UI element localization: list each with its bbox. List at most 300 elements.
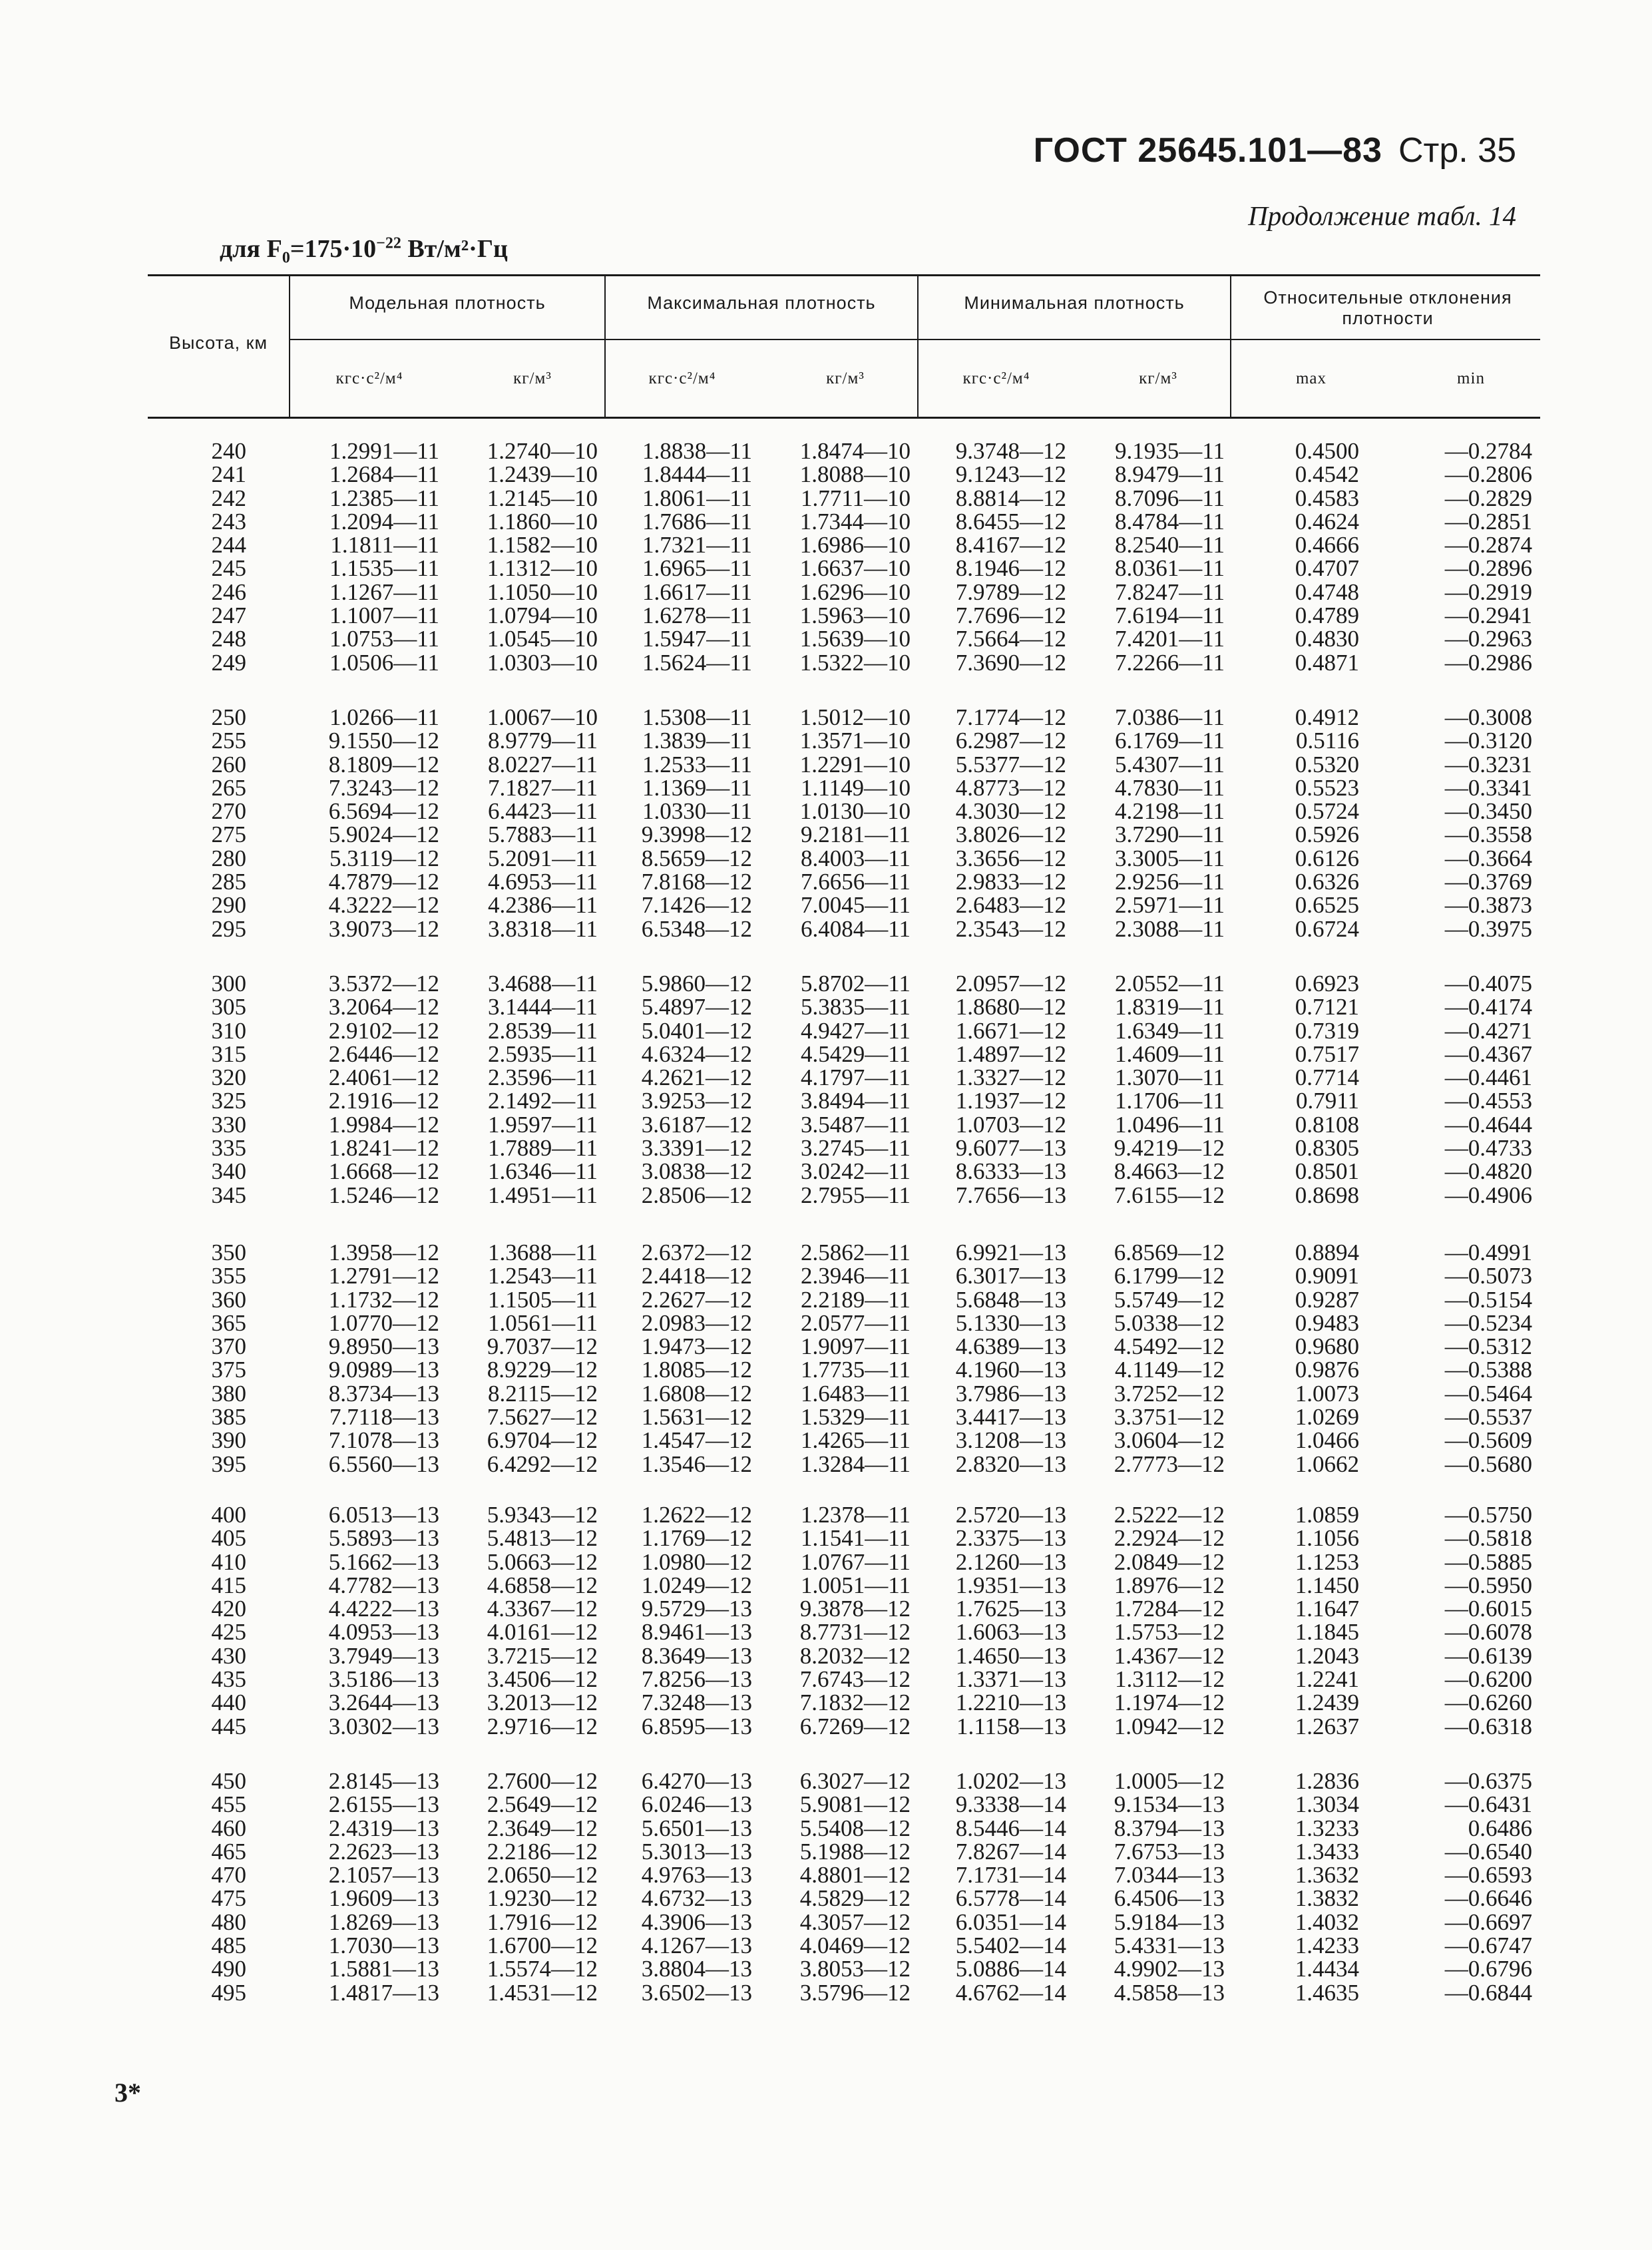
group-header-min: Минимальная плотность	[964, 293, 1185, 313]
cell-min-kg: 7.6753—13	[1114, 1838, 1225, 1865]
cell-model-kgs: 9.1550—12	[328, 728, 439, 754]
cell-model-kgs: 1.1267—11	[329, 578, 439, 605]
cell-max-kg: 6.4084—11	[801, 915, 911, 942]
cell-model-kgs: 2.6155—13	[328, 1791, 439, 1818]
cell-model-kgs: 6.0513—13	[328, 1502, 439, 1528]
cell-max-kgs: 2.2627—12	[641, 1286, 752, 1313]
table-row	[0, 627, 1652, 650]
table-row-group	[0, 439, 1652, 674]
table-row	[0, 1019, 1652, 1042]
table-row	[0, 995, 1652, 1018]
cell-height: 390	[211, 1427, 246, 1454]
cell-height: 243	[211, 508, 246, 535]
cell-rel-max: 0.9287	[1295, 1286, 1359, 1313]
cell-min-kgs: 9.6077—13	[955, 1135, 1066, 1162]
cell-rel-max: 0.8108	[1295, 1111, 1359, 1138]
cell-rel-max: 0.4583	[1295, 485, 1359, 511]
subtitle-suffix: Вт/м²·Гц	[401, 235, 508, 263]
cell-rel-max: 1.0662	[1295, 1451, 1359, 1477]
cell-model-kg: 1.0067—10	[487, 704, 598, 730]
table-top-rule	[148, 274, 1540, 276]
cell-model-kg: 4.6953—11	[488, 869, 598, 895]
cell-model-kgs: 4.0953—13	[328, 1619, 439, 1646]
cell-min-kgs: 1.3371—13	[955, 1666, 1066, 1693]
cell-min-kg: 5.4331—13	[1114, 1932, 1225, 1959]
cell-min-kg: 1.1706—11	[1115, 1088, 1225, 1114]
cell-max-kg: 1.0130—10	[799, 798, 911, 825]
cell-model-kgs: 1.2385—11	[329, 485, 439, 511]
unit-min: min	[1457, 369, 1485, 387]
table-row	[0, 1911, 1652, 1934]
cell-min-kg: 8.9479—11	[1115, 461, 1225, 488]
cell-rel-min: —0.6646	[1444, 1885, 1532, 1912]
cell-rel-max: 1.3233	[1295, 1815, 1359, 1841]
cell-max-kg: 1.1149—10	[801, 774, 911, 801]
cell-rel-max: 0.7121	[1295, 994, 1359, 1020]
cell-height: 335	[211, 1135, 246, 1162]
cell-model-kg: 6.9704—12	[487, 1427, 598, 1454]
cell-max-kgs: 7.1426—12	[641, 892, 752, 919]
cell-rel-max: 1.3832	[1295, 1885, 1359, 1912]
cell-max-kg: 1.4265—11	[801, 1427, 911, 1454]
cell-height: 385	[211, 1404, 246, 1431]
cell-model-kg: 2.5649—12	[487, 1791, 598, 1818]
cell-model-kgs: 6.5560—13	[328, 1451, 439, 1477]
cell-rel-max: 1.1647	[1295, 1596, 1359, 1622]
cell-max-kg: 4.0469—12	[799, 1932, 911, 1959]
cell-rel-min: —0.5818	[1444, 1525, 1532, 1552]
cell-min-kgs: 6.0351—14	[955, 1909, 1066, 1935]
cell-rel-max: 0.5926	[1295, 821, 1359, 848]
cell-rel-max: 0.9680	[1295, 1333, 1359, 1360]
cell-max-kgs: 1.0249—12	[641, 1572, 752, 1598]
cell-model-kgs: 3.2644—13	[328, 1689, 439, 1716]
cell-rel-min: —0.5073	[1444, 1263, 1532, 1289]
unit-max-kgs: кгс·с²/м⁴	[648, 369, 716, 387]
table-row-group	[0, 706, 1652, 941]
cell-max-kgs: 1.7321—11	[642, 532, 752, 559]
table-row	[0, 533, 1652, 557]
cell-min-kgs: 3.7986—13	[955, 1380, 1066, 1407]
table-row	[0, 1957, 1652, 1980]
cell-model-kgs: 1.2991—11	[329, 438, 439, 464]
cell-max-kg: 3.8053—12	[799, 1956, 911, 1982]
cell-rel-max: 1.4635	[1295, 1979, 1359, 2006]
table-row	[0, 1550, 1652, 1574]
cell-min-kgs: 9.1243—12	[955, 461, 1066, 488]
cell-max-kg: 7.6656—11	[801, 869, 911, 895]
cell-model-kgs: 1.2791—12	[328, 1263, 439, 1289]
cell-model-kgs: 4.7782—13	[328, 1572, 439, 1598]
cell-min-kgs: 6.9921—13	[955, 1239, 1066, 1265]
cell-rel-min: —0.3769	[1444, 869, 1532, 895]
cell-max-kg: 1.8474—10	[799, 438, 911, 464]
cell-max-kgs: 4.9763—13	[641, 1862, 752, 1889]
cell-max-kg: 4.5829—12	[799, 1885, 911, 1912]
cell-model-kg: 1.5574—12	[487, 1956, 598, 1982]
cell-min-kg: 6.1769—11	[1115, 728, 1225, 754]
cell-height: 490	[211, 1956, 246, 1982]
cell-max-kgs: 2.0983—12	[641, 1309, 752, 1336]
cell-model-kg: 1.9230—12	[487, 1885, 598, 1912]
cell-model-kg: 1.6346—11	[488, 1158, 598, 1185]
cell-min-kgs: 1.1158—13	[956, 1713, 1066, 1739]
cell-model-kg: 7.1827—11	[488, 774, 598, 801]
cell-max-kgs: 1.5631—12	[641, 1404, 752, 1431]
cell-max-kg: 1.3571—10	[799, 728, 911, 754]
cell-model-kg: 1.1860—10	[487, 508, 598, 535]
cell-model-kg: 3.4688—11	[488, 971, 598, 997]
cell-rel-max: 1.1253	[1295, 1548, 1359, 1575]
cell-height: 246	[211, 578, 246, 605]
cell-model-kg: 5.2091—11	[488, 845, 598, 871]
cell-height: 250	[211, 704, 246, 730]
cell-max-kgs: 1.8444—11	[642, 461, 752, 488]
cell-height: 370	[211, 1333, 246, 1360]
subtitle-index: 0	[282, 249, 290, 267]
cell-rel-min: —0.2829	[1444, 485, 1532, 511]
cell-model-kg: 1.0545—10	[487, 626, 598, 652]
cell-model-kgs: 7.3243—12	[328, 774, 439, 801]
unit-model-kg: кг/м³	[513, 369, 552, 387]
cell-model-kgs: 2.2623—13	[328, 1838, 439, 1865]
cell-model-kgs: 2.4319—13	[328, 1815, 439, 1841]
cell-model-kgs: 4.4222—13	[328, 1596, 439, 1622]
cell-min-kg: 1.8319—11	[1115, 994, 1225, 1020]
cell-min-kg: 8.0361—11	[1115, 555, 1225, 582]
cell-model-kgs: 1.1732—12	[328, 1286, 439, 1313]
cell-height: 345	[211, 1182, 246, 1208]
cell-model-kg: 1.1582—10	[487, 532, 598, 559]
cell-rel-min: —0.3873	[1444, 892, 1532, 919]
cell-height: 255	[211, 728, 246, 754]
cell-model-kgs: 6.5694—12	[328, 798, 439, 825]
cell-max-kgs: 1.5624—11	[642, 649, 752, 676]
cell-max-kg: 1.6296—10	[799, 578, 911, 605]
cell-min-kgs: 8.8814—12	[955, 485, 1066, 511]
cell-min-kg: 1.5753—12	[1114, 1619, 1225, 1646]
cell-max-kgs: 1.7686—11	[642, 508, 752, 535]
cell-min-kg: 1.4609—11	[1115, 1040, 1225, 1067]
cell-rel-max: 0.7517	[1295, 1040, 1359, 1067]
cell-rel-max: 0.6326	[1295, 869, 1359, 895]
cell-height: 295	[211, 915, 246, 942]
table-row	[0, 463, 1652, 486]
cell-max-kg: 9.2181—11	[801, 821, 911, 848]
cell-rel-max: 1.0466	[1295, 1427, 1359, 1454]
cell-height: 470	[211, 1862, 246, 1889]
cell-model-kg: 8.9229—12	[487, 1357, 598, 1383]
cell-model-kgs: 3.2064—12	[328, 994, 439, 1020]
cell-model-kgs: 1.9609—13	[328, 1885, 439, 1912]
cell-rel-max: 1.3034	[1295, 1791, 1359, 1818]
cell-model-kgs: 1.8241—12	[328, 1135, 439, 1162]
cell-min-kgs: 1.8680—12	[955, 994, 1066, 1020]
page-number: Стр. 35	[1398, 131, 1516, 170]
cell-rel-min: —0.6747	[1444, 1932, 1532, 1959]
cell-rel-max: 0.5320	[1295, 751, 1359, 778]
cell-min-kg: 1.8976—12	[1114, 1572, 1225, 1598]
cell-rel-max: 0.4871	[1295, 649, 1359, 676]
table-row	[0, 847, 1652, 870]
cell-rel-max: 1.1845	[1295, 1619, 1359, 1646]
cell-max-kgs: 5.0401—12	[641, 1017, 752, 1044]
cell-rel-max: 1.2043	[1295, 1642, 1359, 1669]
cell-height: 260	[211, 751, 246, 778]
cell-model-kg: 3.2013—12	[487, 1689, 598, 1716]
cell-rel-max: 0.8894	[1295, 1239, 1359, 1265]
table-row	[0, 1184, 1652, 1207]
header-divider-4	[1230, 274, 1231, 418]
unit-model-kgs: кгс·с²/м⁴	[335, 369, 403, 387]
cell-min-kgs: 4.3030—12	[955, 798, 1066, 825]
cell-max-kgs: 5.3013—13	[641, 1838, 752, 1865]
cell-height: 360	[211, 1286, 246, 1313]
cell-model-kg: 1.3688—11	[488, 1239, 598, 1265]
cell-max-kg: 1.8088—10	[799, 461, 911, 488]
cell-rel-max: 1.0269	[1295, 1404, 1359, 1431]
cell-min-kgs: 2.3543—12	[955, 915, 1066, 942]
cell-max-kg: 4.3057—12	[799, 1909, 911, 1935]
cell-min-kg: 4.9902—13	[1114, 1956, 1225, 1982]
cell-min-kg: 7.0344—13	[1114, 1862, 1225, 1889]
cell-model-kg: 1.1312—10	[487, 555, 598, 582]
cell-height: 247	[211, 602, 246, 629]
cell-rel-max: 0.4830	[1295, 626, 1359, 652]
cell-rel-min: —0.6796	[1444, 1956, 1532, 1982]
cell-max-kg: 7.0045—11	[801, 892, 911, 919]
cell-rel-min: —0.6200	[1444, 1666, 1532, 1693]
cell-max-kg: 1.9097—11	[801, 1333, 911, 1360]
cell-rel-max: 0.8305	[1295, 1135, 1359, 1162]
cell-model-kg: 2.8539—11	[488, 1017, 598, 1044]
cell-rel-min: —0.6697	[1444, 1909, 1532, 1935]
cell-model-kg: 4.6858—12	[487, 1572, 598, 1598]
cell-max-kg: 9.3878—12	[799, 1596, 911, 1622]
cell-rel-min: —0.2941	[1444, 602, 1532, 629]
table-row	[0, 1382, 1652, 1405]
table-row	[0, 1574, 1652, 1597]
cell-model-kg: 6.4292—12	[487, 1451, 598, 1477]
cell-rel-min: 0.6486	[1468, 1815, 1532, 1841]
cell-min-kg: 2.0849—12	[1114, 1548, 1225, 1575]
cell-height: 280	[211, 845, 246, 871]
cell-model-kgs: 1.7030—13	[328, 1932, 439, 1959]
cell-min-kg: 9.1935—11	[1115, 438, 1225, 464]
table-row	[0, 1288, 1652, 1311]
table-row	[0, 604, 1652, 627]
cell-min-kgs: 9.3338—14	[955, 1791, 1066, 1818]
table-row	[0, 1405, 1652, 1429]
cell-height: 330	[211, 1111, 246, 1138]
cell-model-kg: 2.5935—11	[488, 1040, 598, 1067]
table-row	[0, 893, 1652, 917]
cell-min-kg: 3.7252—12	[1114, 1380, 1225, 1407]
cell-height: 350	[211, 1239, 246, 1265]
cell-model-kg: 5.4813—12	[487, 1525, 598, 1552]
cell-rel-max: 0.5116	[1296, 728, 1359, 754]
cell-height: 430	[211, 1642, 246, 1669]
cell-height: 475	[211, 1885, 246, 1912]
cell-height: 410	[211, 1548, 246, 1575]
table-header-bottom-rule	[148, 417, 1540, 419]
cell-max-kg: 1.5639—10	[799, 626, 911, 652]
cell-rel-min: —0.5950	[1444, 1572, 1532, 1598]
cell-rel-max: 1.3632	[1295, 1862, 1359, 1889]
cell-model-kgs: 1.0266—11	[329, 704, 439, 730]
cell-rel-min: —0.5680	[1444, 1451, 1532, 1477]
cell-min-kg: 6.8569—12	[1114, 1239, 1225, 1265]
cell-min-kg: 2.5222—12	[1114, 1502, 1225, 1528]
cell-height: 455	[211, 1791, 246, 1818]
unit-min-kg: кг/м³	[1139, 369, 1177, 387]
cell-model-kg: 1.2740—10	[487, 438, 598, 464]
table-row	[0, 972, 1652, 995]
cell-min-kg: 7.8247—11	[1115, 578, 1225, 605]
cell-height: 400	[211, 1502, 246, 1528]
cell-min-kgs: 3.1208—13	[955, 1427, 1066, 1454]
cell-max-kg: 1.3284—11	[801, 1451, 911, 1477]
cell-rel-max: 1.4233	[1295, 1932, 1359, 1959]
table-subtitle	[220, 234, 508, 268]
cell-rel-max: 0.8501	[1295, 1158, 1359, 1185]
cell-min-kg: 2.0552—11	[1115, 971, 1225, 997]
cell-min-kgs: 5.0886—14	[955, 1956, 1066, 1982]
cell-height: 485	[211, 1932, 246, 1959]
table-row	[0, 1793, 1652, 1816]
cell-min-kgs: 7.1774—12	[955, 704, 1066, 730]
cell-model-kgs: 2.6446—12	[328, 1040, 439, 1067]
cell-min-kgs: 2.0957—12	[955, 971, 1066, 997]
cell-rel-max: 0.5523	[1295, 774, 1359, 801]
cell-height: 249	[211, 649, 246, 676]
cell-model-kg: 3.7215—12	[487, 1642, 598, 1669]
cell-rel-max: 0.7319	[1295, 1017, 1359, 1044]
cell-model-kg: 3.8318—11	[488, 915, 598, 942]
cell-max-kgs: 1.6808—12	[641, 1380, 752, 1407]
cell-rel-min: —0.6260	[1444, 1689, 1532, 1716]
table-row	[0, 1335, 1652, 1358]
cell-min-kgs: 7.5664—12	[955, 626, 1066, 652]
cell-rel-max: 1.2637	[1295, 1713, 1359, 1739]
cell-min-kgs: 1.4897—12	[955, 1040, 1066, 1067]
cell-rel-max: 1.2439	[1295, 1689, 1359, 1716]
table-row	[0, 1089, 1652, 1112]
cell-height: 365	[211, 1309, 246, 1336]
cell-height: 245	[211, 555, 246, 582]
cell-max-kg: 1.2291—10	[799, 751, 911, 778]
cell-model-kg: 5.9343—12	[487, 1502, 598, 1528]
cell-rel-min: —0.2963	[1444, 626, 1532, 652]
cell-min-kgs: 2.8320—13	[955, 1451, 1066, 1477]
cell-min-kg: 3.3751—12	[1114, 1404, 1225, 1431]
cell-min-kg: 9.1534—13	[1114, 1791, 1225, 1818]
cell-rel-min: —0.6139	[1444, 1642, 1532, 1669]
cell-rel-max: 1.0073	[1295, 1380, 1359, 1407]
cell-height: 425	[211, 1619, 246, 1646]
cell-model-kg: 1.4951—11	[488, 1182, 598, 1208]
cell-max-kg: 5.1988—12	[799, 1838, 911, 1865]
table-row	[0, 1863, 1652, 1887]
cell-max-kg: 8.7731—12	[799, 1619, 911, 1646]
cell-min-kg: 7.6194—11	[1115, 602, 1225, 629]
cell-rel-min: —0.6375	[1444, 1768, 1532, 1794]
cell-max-kgs: 6.5348—12	[641, 915, 752, 942]
cell-model-kg: 8.0227—11	[488, 751, 598, 778]
group-header-max: Максимальная плотность	[647, 293, 876, 313]
cell-min-kgs: 8.4167—12	[955, 532, 1066, 559]
cell-model-kgs: 1.0753—11	[329, 626, 439, 652]
cell-max-kg: 1.5322—10	[799, 649, 911, 676]
cell-model-kgs: 1.1007—11	[329, 602, 439, 629]
cell-height: 265	[211, 774, 246, 801]
cell-height: 241	[211, 461, 246, 488]
cell-min-kgs: 1.9351—13	[955, 1572, 1066, 1598]
cell-min-kg: 7.0386—11	[1115, 704, 1225, 730]
cell-min-kg: 1.0005—12	[1114, 1768, 1225, 1794]
cell-max-kg: 8.4003—11	[801, 845, 911, 871]
table-row	[0, 1503, 1652, 1526]
cell-max-kgs: 5.4897—12	[641, 994, 752, 1020]
cell-model-kg: 2.1492—11	[488, 1088, 598, 1114]
cell-min-kg: 5.0338—12	[1114, 1309, 1225, 1336]
table-row	[0, 1311, 1652, 1335]
cell-max-kg: 1.5012—10	[799, 704, 911, 730]
cell-rel-min: —0.5234	[1444, 1309, 1532, 1336]
cell-model-kgs: 3.5372—12	[328, 971, 439, 997]
cell-max-kgs: 1.1369—11	[642, 774, 752, 801]
cell-min-kgs: 7.9789—12	[955, 578, 1066, 605]
cell-max-kgs: 1.8061—11	[642, 485, 752, 511]
cell-model-kg: 2.3649—12	[487, 1815, 598, 1841]
table-row	[0, 1644, 1652, 1668]
table-row-group	[0, 972, 1652, 1207]
cell-height: 275	[211, 821, 246, 848]
cell-max-kgs: 2.6372—12	[641, 1239, 752, 1265]
cell-min-kgs: 8.1946—12	[955, 555, 1066, 582]
cell-max-kg: 3.2745—11	[801, 1135, 911, 1162]
cell-height: 435	[211, 1666, 246, 1693]
cell-rel-max: 0.7911	[1296, 1088, 1359, 1114]
cell-max-kg: 1.5963—10	[799, 602, 911, 629]
cell-min-kg: 1.6349—11	[1115, 1017, 1225, 1044]
cell-model-kgs: 1.1811—11	[330, 532, 439, 559]
cell-rel-max: 1.3433	[1295, 1838, 1359, 1865]
cell-max-kg: 6.7269—12	[799, 1713, 911, 1739]
cell-model-kgs: 4.3222—12	[328, 892, 439, 919]
cell-max-kgs: 7.3248—13	[641, 1689, 752, 1716]
cell-min-kg: 1.0942—12	[1114, 1713, 1225, 1739]
cell-model-kgs: 7.7118—13	[329, 1404, 439, 1431]
cell-min-kgs: 2.9833—12	[955, 869, 1066, 895]
cell-rel-max: 0.7714	[1295, 1064, 1359, 1091]
cell-max-kgs: 5.9860—12	[641, 971, 752, 997]
cell-model-kgs: 3.7949—13	[328, 1642, 439, 1669]
cell-rel-max: 0.4500	[1295, 438, 1359, 464]
cell-max-kgs: 4.2621—12	[641, 1064, 752, 1091]
cell-min-kg: 7.4201—11	[1115, 626, 1225, 652]
cell-model-kg: 1.4531—12	[487, 1979, 598, 2006]
cell-min-kgs: 7.7656—13	[955, 1182, 1066, 1208]
cell-rel-max: 0.5724	[1295, 798, 1359, 825]
cell-min-kg: 8.4663—12	[1114, 1158, 1225, 1185]
cell-model-kgs: 1.8269—13	[328, 1909, 439, 1935]
cell-max-kg: 1.0051—11	[801, 1572, 911, 1598]
cell-max-kg: 1.7711—10	[801, 485, 911, 511]
table-row	[0, 870, 1652, 893]
cell-min-kg: 2.2924—12	[1114, 1525, 1225, 1552]
table-row	[0, 753, 1652, 776]
